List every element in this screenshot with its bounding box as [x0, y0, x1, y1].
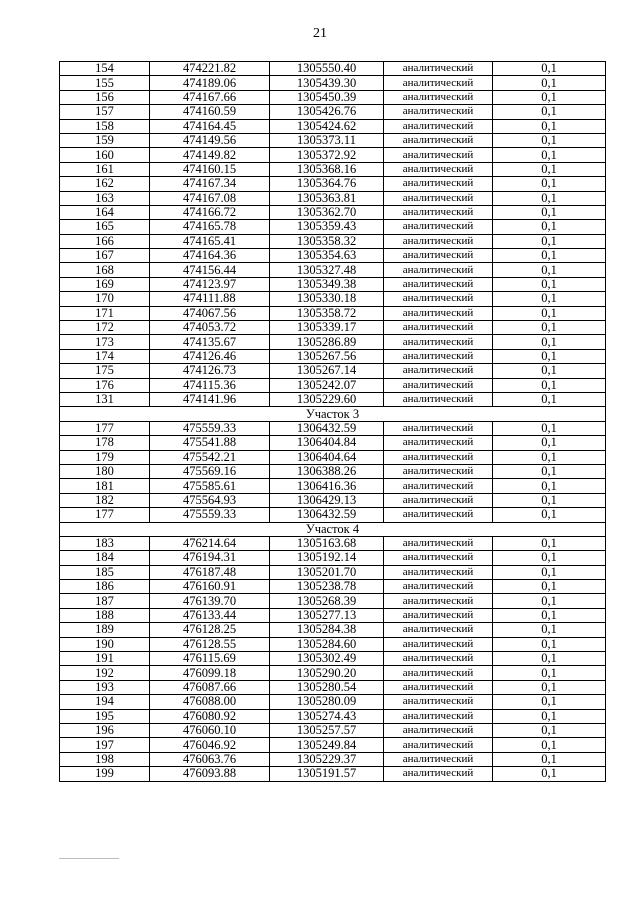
accuracy-cell: 0,1: [493, 608, 606, 622]
method-cell: аналитический: [384, 392, 493, 406]
y-coordinate-cell: 1305257.57: [270, 723, 384, 737]
y-coordinate-cell: 1306416.36: [270, 479, 384, 493]
accuracy-cell: 0,1: [493, 479, 606, 493]
method-cell: аналитический: [384, 652, 493, 666]
y-coordinate-cell: 1305364.76: [270, 177, 384, 191]
x-coordinate-cell: 476128.25: [150, 623, 270, 637]
table-row: [60, 277, 606, 291]
x-coordinate-cell: 474115.36: [150, 378, 270, 392]
method-cell: аналитический: [384, 723, 493, 737]
table-row: [60, 191, 606, 205]
accuracy-cell: 0,1: [493, 450, 606, 464]
x-coordinate-cell: 474160.15: [150, 162, 270, 176]
accuracy-cell: 0,1: [493, 723, 606, 737]
point-number-cell: 171: [60, 306, 150, 320]
point-number-cell: 168: [60, 263, 150, 277]
x-coordinate-cell: 474164.36: [150, 249, 270, 263]
x-coordinate-cell: 474160.59: [150, 105, 270, 119]
y-coordinate-cell: 1305550.40: [270, 62, 384, 76]
y-coordinate-cell: 1305302.49: [270, 652, 384, 666]
table-row: [60, 335, 606, 349]
method-cell: аналитический: [384, 767, 493, 781]
method-cell: аналитический: [384, 105, 493, 119]
method-cell: аналитический: [384, 508, 493, 522]
y-coordinate-cell: 1305284.38: [270, 623, 384, 637]
point-number-cell: 197: [60, 738, 150, 752]
accuracy-cell: 0,1: [493, 392, 606, 406]
table-row: [60, 306, 606, 320]
accuracy-cell: 0,1: [493, 464, 606, 478]
accuracy-cell: 0,1: [493, 695, 606, 709]
point-number-cell: 164: [60, 205, 150, 219]
point-number-cell: 159: [60, 133, 150, 147]
y-coordinate-cell: 1305439.30: [270, 76, 384, 90]
method-cell: аналитический: [384, 536, 493, 550]
accuracy-cell: 0,1: [493, 364, 606, 378]
table-row: [60, 392, 606, 406]
method-cell: аналитический: [384, 292, 493, 306]
x-coordinate-cell: 475564.93: [150, 493, 270, 507]
accuracy-cell: 0,1: [493, 119, 606, 133]
point-number-cell: 187: [60, 594, 150, 608]
y-coordinate-cell: 1305368.16: [270, 162, 384, 176]
point-number-cell: 188: [60, 608, 150, 622]
table-row: [60, 637, 606, 651]
accuracy-cell: 0,1: [493, 594, 606, 608]
table-row: [60, 321, 606, 335]
point-number-cell: 166: [60, 234, 150, 248]
method-cell: аналитический: [384, 162, 493, 176]
method-cell: аналитический: [384, 623, 493, 637]
point-number-cell: 162: [60, 177, 150, 191]
accuracy-cell: 0,1: [493, 623, 606, 637]
point-number-cell: 184: [60, 551, 150, 565]
accuracy-cell: 0,1: [493, 565, 606, 579]
y-coordinate-cell: 1305229.60: [270, 392, 384, 406]
point-number-cell: 180: [60, 464, 150, 478]
method-cell: аналитический: [384, 709, 493, 723]
x-coordinate-cell: 474067.56: [150, 306, 270, 320]
x-coordinate-cell: 474135.67: [150, 335, 270, 349]
accuracy-cell: 0,1: [493, 551, 606, 565]
point-number-cell: 185: [60, 565, 150, 579]
point-number-cell: 163: [60, 191, 150, 205]
x-coordinate-cell: 474189.06: [150, 76, 270, 90]
y-coordinate-cell: 1306404.84: [270, 436, 384, 450]
y-coordinate-cell: 1305284.60: [270, 637, 384, 651]
x-coordinate-cell: 475585.61: [150, 479, 270, 493]
table-row: [60, 349, 606, 363]
point-number-cell: 179: [60, 450, 150, 464]
method-cell: аналитический: [384, 464, 493, 478]
table-row: [60, 493, 606, 507]
y-coordinate-cell: 1305192.14: [270, 551, 384, 565]
method-cell: аналитический: [384, 263, 493, 277]
x-coordinate-cell: 474111.88: [150, 292, 270, 306]
method-cell: аналитический: [384, 321, 493, 335]
table-row: [60, 594, 606, 608]
method-cell: аналитический: [384, 249, 493, 263]
y-coordinate-cell: 1306432.59: [270, 508, 384, 522]
point-number-cell: 157: [60, 105, 150, 119]
accuracy-cell: 0,1: [493, 321, 606, 335]
x-coordinate-cell: 474149.82: [150, 148, 270, 162]
accuracy-cell: 0,1: [493, 306, 606, 320]
x-coordinate-cell: 476160.91: [150, 580, 270, 594]
table-row: [60, 709, 606, 723]
x-coordinate-cell: 474167.66: [150, 90, 270, 104]
accuracy-cell: 0,1: [493, 277, 606, 291]
point-number-cell: 165: [60, 220, 150, 234]
accuracy-cell: 0,1: [493, 752, 606, 766]
table-row: [60, 76, 606, 90]
point-number-cell: 175: [60, 364, 150, 378]
y-coordinate-cell: 1305277.13: [270, 608, 384, 622]
method-cell: аналитический: [384, 378, 493, 392]
accuracy-cell: 0,1: [493, 378, 606, 392]
y-coordinate-cell: 1305349.38: [270, 277, 384, 291]
table-row: [60, 90, 606, 104]
table-row: [60, 119, 606, 133]
point-number-cell: 167: [60, 249, 150, 263]
x-coordinate-cell: 476128.55: [150, 637, 270, 651]
table-row: [60, 378, 606, 392]
accuracy-cell: 0,1: [493, 335, 606, 349]
table-row: [60, 608, 606, 622]
point-number-cell: 192: [60, 666, 150, 680]
x-coordinate-cell: 476194.31: [150, 551, 270, 565]
y-coordinate-cell: 1305280.54: [270, 680, 384, 694]
accuracy-cell: 0,1: [493, 263, 606, 277]
x-coordinate-cell: 474165.41: [150, 234, 270, 248]
method-cell: аналитический: [384, 580, 493, 594]
method-cell: аналитический: [384, 493, 493, 507]
y-coordinate-cell: 1305268.39: [270, 594, 384, 608]
table-row: [60, 551, 606, 565]
point-number-cell: 193: [60, 680, 150, 694]
table-row: [60, 436, 606, 450]
table-row: [60, 752, 606, 766]
method-cell: аналитический: [384, 364, 493, 378]
table-row: [60, 364, 606, 378]
table-row: [60, 767, 606, 781]
accuracy-cell: 0,1: [493, 637, 606, 651]
y-coordinate-cell: 1305201.70: [270, 565, 384, 579]
point-number-cell: 195: [60, 709, 150, 723]
x-coordinate-cell: 475541.88: [150, 436, 270, 450]
y-coordinate-cell: 1305267.56: [270, 349, 384, 363]
accuracy-cell: 0,1: [493, 90, 606, 104]
x-coordinate-cell: 476080.92: [150, 709, 270, 723]
x-coordinate-cell: 476133.44: [150, 608, 270, 622]
table-row: [60, 220, 606, 234]
x-coordinate-cell: 474149.56: [150, 133, 270, 147]
table-row: [60, 464, 606, 478]
accuracy-cell: 0,1: [493, 767, 606, 781]
accuracy-cell: 0,1: [493, 421, 606, 435]
method-cell: аналитический: [384, 637, 493, 651]
y-coordinate-cell: 1305362.70: [270, 205, 384, 219]
method-cell: аналитический: [384, 133, 493, 147]
table-row: [60, 421, 606, 435]
x-coordinate-cell: 474221.82: [150, 62, 270, 76]
accuracy-cell: 0,1: [493, 191, 606, 205]
x-coordinate-cell: 475542.21: [150, 450, 270, 464]
y-coordinate-cell: 1305249.84: [270, 738, 384, 752]
accuracy-cell: 0,1: [493, 709, 606, 723]
method-cell: аналитический: [384, 551, 493, 565]
y-coordinate-cell: 1305238.78: [270, 580, 384, 594]
x-coordinate-cell: 474126.46: [150, 349, 270, 363]
method-cell: аналитический: [384, 191, 493, 205]
y-coordinate-cell: 1305267.14: [270, 364, 384, 378]
section-header-row: [60, 522, 606, 536]
x-coordinate-cell: 476139.70: [150, 594, 270, 608]
section-label: Участок 3: [60, 407, 606, 421]
table-row: [60, 234, 606, 248]
accuracy-cell: 0,1: [493, 666, 606, 680]
method-cell: аналитический: [384, 666, 493, 680]
accuracy-cell: 0,1: [493, 292, 606, 306]
y-coordinate-cell: 1305354.63: [270, 249, 384, 263]
point-number-cell: 155: [60, 76, 150, 90]
point-number-cell: 160: [60, 148, 150, 162]
y-coordinate-cell: 1305373.11: [270, 133, 384, 147]
y-coordinate-cell: 1305274.43: [270, 709, 384, 723]
table-row: [60, 695, 606, 709]
method-cell: аналитический: [384, 738, 493, 752]
point-number-cell: 174: [60, 349, 150, 363]
x-coordinate-cell: 474167.08: [150, 191, 270, 205]
point-number-cell: 161: [60, 162, 150, 176]
y-coordinate-cell: 1305424.62: [270, 119, 384, 133]
method-cell: аналитический: [384, 119, 493, 133]
accuracy-cell: 0,1: [493, 162, 606, 176]
method-cell: аналитический: [384, 76, 493, 90]
coordinates-table-body: [60, 62, 606, 782]
x-coordinate-cell: 476046.92: [150, 738, 270, 752]
method-cell: аналитический: [384, 565, 493, 579]
accuracy-cell: 0,1: [493, 177, 606, 191]
y-coordinate-cell: 1305339.17: [270, 321, 384, 335]
y-coordinate-cell: 1306429.13: [270, 493, 384, 507]
table-row: [60, 249, 606, 263]
accuracy-cell: 0,1: [493, 508, 606, 522]
x-coordinate-cell: 474126.73: [150, 364, 270, 378]
y-coordinate-cell: 1306404.64: [270, 450, 384, 464]
x-coordinate-cell: 476099.18: [150, 666, 270, 680]
y-coordinate-cell: 1305372.92: [270, 148, 384, 162]
y-coordinate-cell: 1305163.68: [270, 536, 384, 550]
accuracy-cell: 0,1: [493, 493, 606, 507]
table-row: [60, 666, 606, 680]
method-cell: аналитический: [384, 608, 493, 622]
y-coordinate-cell: 1306388.26: [270, 464, 384, 478]
x-coordinate-cell: 475559.33: [150, 508, 270, 522]
accuracy-cell: 0,1: [493, 536, 606, 550]
x-coordinate-cell: 476087.66: [150, 680, 270, 694]
x-coordinate-cell: 474167.34: [150, 177, 270, 191]
y-coordinate-cell: 1305229.37: [270, 752, 384, 766]
point-number-cell: 189: [60, 623, 150, 637]
table-row: [60, 133, 606, 147]
accuracy-cell: 0,1: [493, 220, 606, 234]
y-coordinate-cell: 1305280.09: [270, 695, 384, 709]
y-coordinate-cell: 1305286.89: [270, 335, 384, 349]
table-row: [60, 536, 606, 550]
table-row: [60, 292, 606, 306]
section-label: Участок 4: [60, 522, 606, 536]
y-coordinate-cell: 1305327.48: [270, 263, 384, 277]
accuracy-cell: 0,1: [493, 234, 606, 248]
table-row: [60, 205, 606, 219]
table-row: [60, 263, 606, 277]
table-row: [60, 623, 606, 637]
point-number-cell: 199: [60, 767, 150, 781]
accuracy-cell: 0,1: [493, 148, 606, 162]
point-number-cell: 172: [60, 321, 150, 335]
method-cell: аналитический: [384, 695, 493, 709]
y-coordinate-cell: 1306432.59: [270, 421, 384, 435]
point-number-cell: 186: [60, 580, 150, 594]
table-row: [60, 479, 606, 493]
point-number-cell: 158: [60, 119, 150, 133]
point-number-cell: 183: [60, 536, 150, 550]
accuracy-cell: 0,1: [493, 436, 606, 450]
table-row: [60, 148, 606, 162]
point-number-cell: 182: [60, 493, 150, 507]
x-coordinate-cell: 474123.97: [150, 277, 270, 291]
point-number-cell: 196: [60, 723, 150, 737]
x-coordinate-cell: 474053.72: [150, 321, 270, 335]
x-coordinate-cell: 474164.45: [150, 119, 270, 133]
method-cell: аналитический: [384, 220, 493, 234]
table-row: [60, 652, 606, 666]
y-coordinate-cell: 1305242.07: [270, 378, 384, 392]
method-cell: аналитический: [384, 205, 493, 219]
point-number-cell: 198: [60, 752, 150, 766]
method-cell: аналитический: [384, 306, 493, 320]
point-number-cell: 181: [60, 479, 150, 493]
coordinates-table: [59, 61, 606, 782]
table-row: [60, 738, 606, 752]
table-row: [60, 508, 606, 522]
x-coordinate-cell: 476088.00: [150, 695, 270, 709]
y-coordinate-cell: 1305358.32: [270, 234, 384, 248]
method-cell: аналитический: [384, 680, 493, 694]
method-cell: аналитический: [384, 436, 493, 450]
method-cell: аналитический: [384, 277, 493, 291]
x-coordinate-cell: 474141.96: [150, 392, 270, 406]
table-row: [60, 177, 606, 191]
y-coordinate-cell: 1305363.81: [270, 191, 384, 205]
accuracy-cell: 0,1: [493, 205, 606, 219]
accuracy-cell: 0,1: [493, 652, 606, 666]
x-coordinate-cell: 475559.33: [150, 421, 270, 435]
x-coordinate-cell: 474156.44: [150, 263, 270, 277]
y-coordinate-cell: 1305358.72: [270, 306, 384, 320]
table-row: [60, 580, 606, 594]
method-cell: аналитический: [384, 349, 493, 363]
point-number-cell: 177: [60, 508, 150, 522]
method-cell: аналитический: [384, 62, 493, 76]
method-cell: аналитический: [384, 234, 493, 248]
table-row: [60, 565, 606, 579]
accuracy-cell: 0,1: [493, 580, 606, 594]
x-coordinate-cell: 474166.72: [150, 205, 270, 219]
accuracy-cell: 0,1: [493, 349, 606, 363]
accuracy-cell: 0,1: [493, 738, 606, 752]
point-number-cell: 194: [60, 695, 150, 709]
method-cell: аналитический: [384, 752, 493, 766]
method-cell: аналитический: [384, 90, 493, 104]
x-coordinate-cell: 474165.78: [150, 220, 270, 234]
point-number-cell: 131: [60, 392, 150, 406]
y-coordinate-cell: 1305290.20: [270, 666, 384, 680]
x-coordinate-cell: 476063.76: [150, 752, 270, 766]
point-number-cell: 156: [60, 90, 150, 104]
point-number-cell: 191: [60, 652, 150, 666]
point-number-cell: 177: [60, 421, 150, 435]
point-number-cell: 190: [60, 637, 150, 651]
footer-rule: [59, 858, 119, 859]
page-number: 21: [313, 26, 327, 41]
point-number-cell: 170: [60, 292, 150, 306]
table-row: [60, 62, 606, 76]
section-header-row: [60, 407, 606, 421]
y-coordinate-cell: 1305426.76: [270, 105, 384, 119]
table-row: [60, 105, 606, 119]
x-coordinate-cell: 476093.88: [150, 767, 270, 781]
accuracy-cell: 0,1: [493, 105, 606, 119]
method-cell: аналитический: [384, 335, 493, 349]
accuracy-cell: 0,1: [493, 133, 606, 147]
x-coordinate-cell: 476060.10: [150, 723, 270, 737]
table-row: [60, 680, 606, 694]
method-cell: аналитический: [384, 177, 493, 191]
y-coordinate-cell: 1305330.18: [270, 292, 384, 306]
x-coordinate-cell: 475569.16: [150, 464, 270, 478]
accuracy-cell: 0,1: [493, 680, 606, 694]
point-number-cell: 154: [60, 62, 150, 76]
method-cell: аналитический: [384, 421, 493, 435]
point-number-cell: 173: [60, 335, 150, 349]
y-coordinate-cell: 1305191.57: [270, 767, 384, 781]
x-coordinate-cell: 476187.48: [150, 565, 270, 579]
accuracy-cell: 0,1: [493, 76, 606, 90]
table-row: [60, 162, 606, 176]
accuracy-cell: 0,1: [493, 62, 606, 76]
method-cell: аналитический: [384, 479, 493, 493]
table-row: [60, 450, 606, 464]
point-number-cell: 178: [60, 436, 150, 450]
table-row: [60, 723, 606, 737]
method-cell: аналитический: [384, 148, 493, 162]
y-coordinate-cell: 1305359.43: [270, 220, 384, 234]
x-coordinate-cell: 476115.69: [150, 652, 270, 666]
y-coordinate-cell: 1305450.39: [270, 90, 384, 104]
accuracy-cell: 0,1: [493, 249, 606, 263]
x-coordinate-cell: 476214.64: [150, 536, 270, 550]
method-cell: аналитический: [384, 450, 493, 464]
point-number-cell: 169: [60, 277, 150, 291]
method-cell: аналитический: [384, 594, 493, 608]
point-number-cell: 176: [60, 378, 150, 392]
